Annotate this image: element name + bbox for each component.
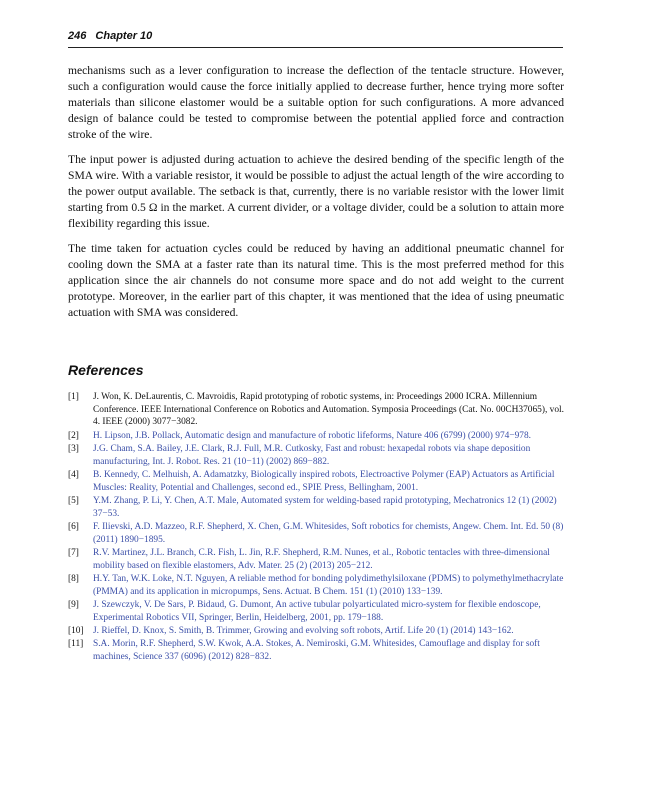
reference-item	[68, 430, 564, 443]
reference-link[interactable]: F. Ilievski, A.D. Mazzeo, R.F. Shepherd, X. Chen, G.M. Whitesides, Soft robotics for chemists, Angew. Chem. Int. Ed. 50 (8) (2011) 1890−1895.	[93, 522, 564, 545]
reference-item	[68, 599, 564, 624]
reference-number: [7]	[68, 548, 79, 558]
reference-link[interactable]: J. Rieffel, D. Knox, S. Smith, B. Trimmer, Growing and evolving soft robots, Artif. Life 20 (1) (2014) 143−162.	[93, 626, 514, 636]
reference-number: [6]	[68, 522, 79, 532]
reference-link[interactable]: H.Y. Tan, W.K. Loke, N.T. Nguyen, A reliable method for bonding polydimethylsiloxane (PDMS) to polymethylmethacrylate (PMMA) and its application in micropumps, Sens. Actuat. B Chem. 151 (1) (2010) 133−139.	[93, 574, 564, 597]
reference-item	[68, 547, 564, 572]
reference-item	[68, 521, 564, 546]
reference-number: [2]	[68, 430, 79, 441]
references-heading: References	[68, 362, 144, 378]
reference-number: [5]	[68, 496, 79, 506]
reference-item	[68, 391, 564, 429]
paragraph: The input power is adjusted during actuation to achieve the desired bending of the specific length of the SMA wire. With a variable resistor, it would be possible to adjust the actual length of the wire according to the power output available. The setback is that, currently, there is no variable resistor with the lower limit starting from 0.5 Ω in the market. A current divider, or a voltage divider, could be a solution to attain more flexibility regarding this issue.	[68, 153, 564, 230]
reference-number: [8]	[68, 574, 79, 584]
reference-number: [11]	[68, 639, 84, 650]
reference-number: [1]	[68, 392, 79, 402]
reference-link[interactable]: J. Szewczyk, V. De Sars, P. Bidaud, G. Dumont, An active tubular polyarticulated micro-system for flexible endoscope, Experimental Robotics VII, Springer, Berlin, Heidelberg, 2001, pp. 179−188.	[93, 600, 541, 623]
reference-item	[68, 469, 564, 494]
reference-item	[68, 625, 564, 638]
reference-number: [4]	[68, 470, 79, 480]
reference-item	[68, 638, 564, 663]
reference-link[interactable]: H. Lipson, J.B. Pollack, Automatic design and manufacture of robotic lifeforms, Nature 406 (6799) (2000) 974−978.	[93, 430, 532, 441]
reference-link[interactable]: J.G. Cham, S.A. Bailey, J.E. Clark, R.J. Full, M.R. Cutkosky, Fast and robust: hexapedal robots via shape deposition manufacturing, Int. J. Robot. Res. 21 (10−11) (2002) 869−882.	[93, 444, 531, 467]
reference-number: [10]	[68, 626, 84, 636]
reference-link[interactable]: Y.M. Zhang, P. Li, Y. Chen, A.T. Male, Automated system for welding-based rapid prototyping, Mechatronics 12 (1) (2002) 37−53.	[93, 496, 557, 519]
reference-list	[68, 391, 564, 664]
reference-item	[68, 573, 564, 598]
reference-item	[68, 495, 564, 520]
reference-link[interactable]: B. Kennedy, C. Melhuish, A. Adamatzky, Biologically inspired robots, Electroactive Polymer (EAP) Actuators as Artificial Muscles: Reality, Potential and Challenges, second ed., SPIE Press, Bellingham, 2001.	[93, 470, 555, 493]
reference-text: J. Won, K. DeLaurentis, C. Mavroidis, Rapid prototyping of robotic systems, in: Proceedings 2000 ICRA. Millennium Conference. IEEE International Conference on Robotics and Automation. Symposia Proceedings (Cat. No. 00CH37065), vol. 4. IEEE (2000) 3077−3082.	[93, 392, 564, 428]
reference-item	[68, 443, 564, 468]
page-number: 246	[68, 30, 87, 42]
paragraph: The time taken for actuation cycles could be reduced by having an additional pneumatic channel for cooling down the SMA at a faster rate than its natural time. This is the most preferred method for this application since the air channels do not consume more space and do not add weight to the current prototype. Moreover, in the earlier part of this chapter, it was mentioned that the idea of using pneumatic actuation with SMA was considered.	[68, 242, 564, 319]
chapter-label: Chapter 10	[95, 30, 153, 42]
reference-number: [3]	[68, 444, 79, 454]
body-text	[68, 63, 564, 330]
running-header	[68, 30, 563, 48]
reference-number: [9]	[68, 600, 79, 610]
reference-link[interactable]: R.V. Martinez, J.L. Branch, C.R. Fish, L. Jin, R.F. Shepherd, R.M. Nunes, et al., Robotic tentacles with three-dimensional mobility based on flexible elastomers, Adv. Mater. 25 (2) (2013) 205−212.	[93, 548, 550, 571]
paragraph: mechanisms such as a lever configuration to increase the deflection of the tentacle structure. However, such a configuration would cause the force initially applied to decrease further, hence trying more softer materials than silicone elastomer would be a suitable option for such configurations. A more advanced design of balance could be tested to compromise between the potential applied force and contraction stroke of the wire.	[68, 64, 564, 141]
reference-link[interactable]: S.A. Morin, R.F. Shepherd, S.W. Kwok, A.A. Stokes, A. Nemiroski, G.M. Whitesides, Camouflage and display for soft machines, Science 337 (6096) (2012) 828−832.	[93, 639, 540, 662]
